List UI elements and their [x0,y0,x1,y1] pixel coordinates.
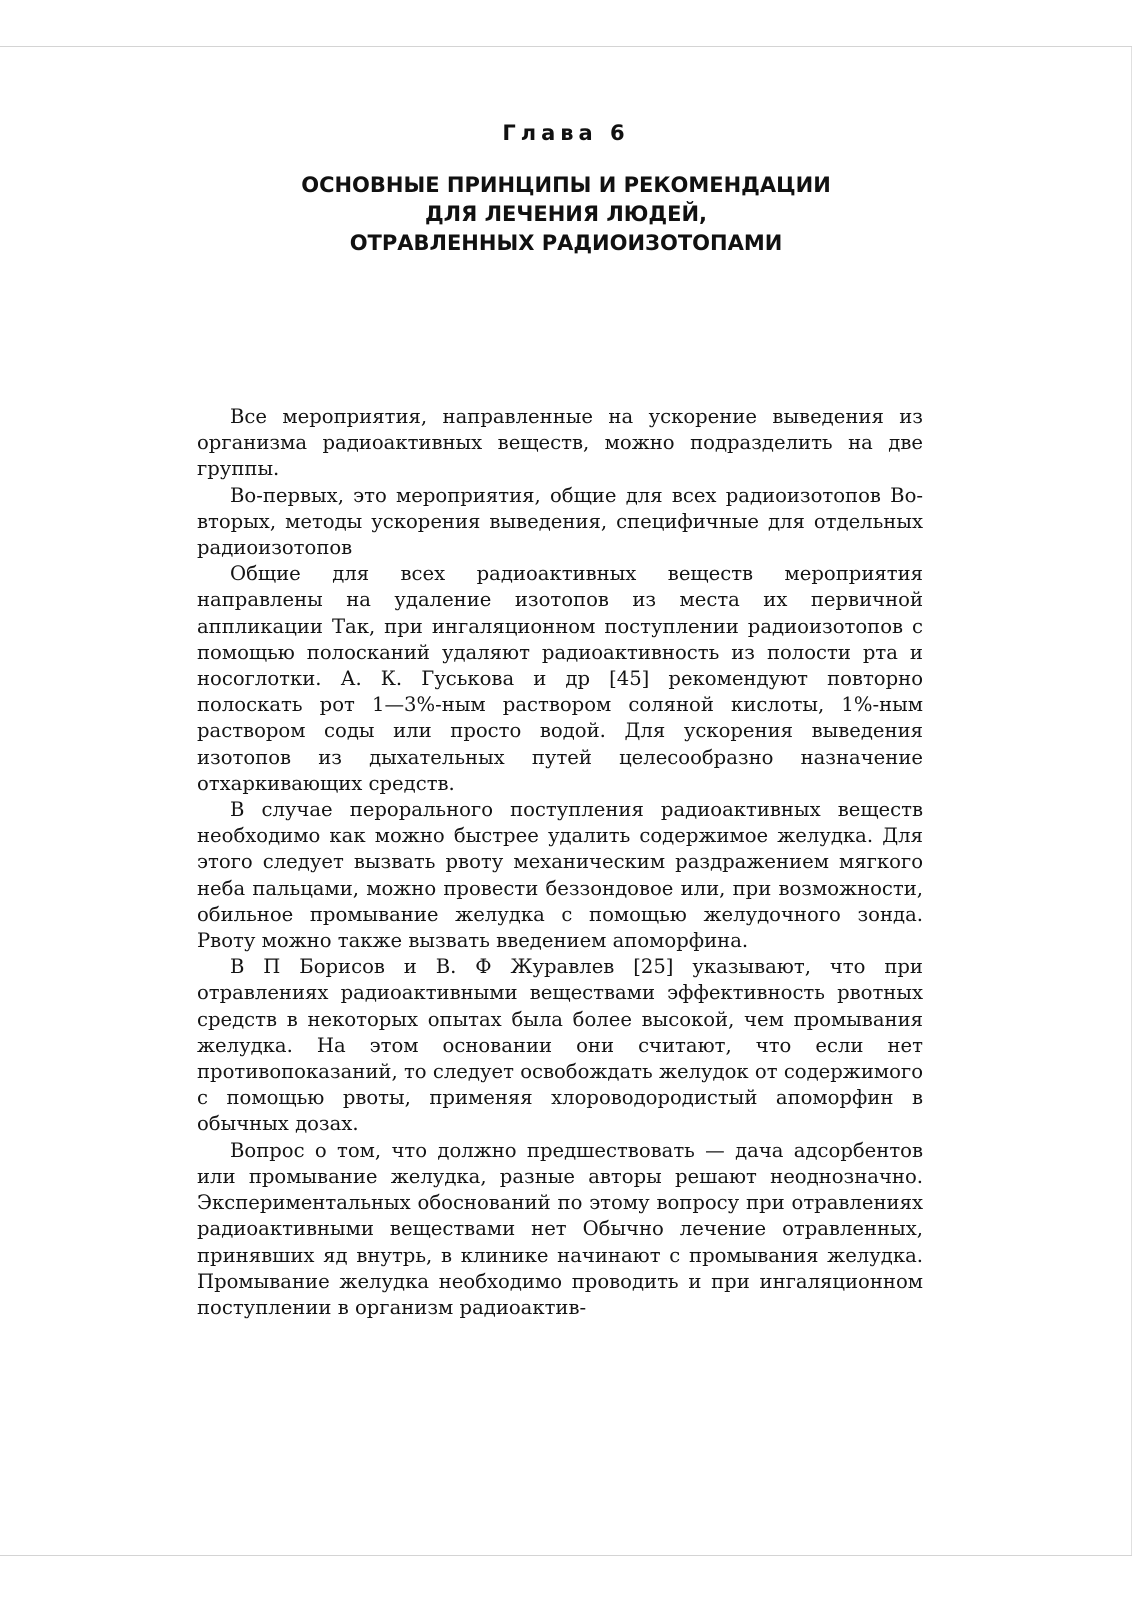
document-page [0,46,1132,1556]
chapter-title-line: ОТРАВЛЕННЫХ РАДИОИЗОТОПАМИ [349,231,783,255]
paragraph: Вопрос о том, что должно предшествовать — дача адсорбентов или промывание желудка, разные авторы решают неоднозначно. Экспериментальных обоснований по этому вопросу при отравлениях радиоактивными веществами нет Обычно лечение отравленных, принявших яд внутрь, в клинике начинают с промывания желудка. Промывание желудка необходимо проводить и при ингаляционном поступлении в организм радиоактив- [197,1138,923,1319]
paragraph: Все мероприятия, направленные на ускорение выведения из организма радиоактивных веществ, можно подразделить на две группы. [197,405,923,481]
paragraph: В случае перорального поступления радиоактивных веществ необходимо как можно быстрее удалить содержимое желудка. Для этого следует вызвать рвоту механическим раздражением мягкого неба пальцами, можно провести беззондовое или, при возможности, обильное промывание желудка с помощью желудочного зонда. Рвоту можно также вызвать введением апоморфина. [197,798,923,953]
chapter-label: Глава 6 [502,121,630,145]
paragraph: Общие для всех радиоактивных веществ мероприятия направлены на удаление изотопов из места их первичной аппликации Так, при ингаляционном поступлении радиоизотопов с помощью полосканий удаляют радиоактивность из полости рта и носоглотки. А. К. Гуськова и др [45] рекомендуют повторно полоскать рот 1—3%-ным раствором соляной кислоты, 1%-ным раствором соды или просто водой. Для ускорения выведения изотопов из дыхательных путей целесообразно назначение отхаркивающих средств. [197,562,923,795]
chapter-title-line: ДЛЯ ЛЕЧЕНИЯ ЛЮДЕЙ, [424,202,708,226]
paragraph: В П Борисов и В. Ф Журавлев [25] указывают, что при отравлениях радиоактивными веществами эффективность рвотных средств в некоторых опытах была более высокой, чем промывания желудка. На этом основании они считают, что если нет противопоказаний, то следует освобождать желудок от содержимого с помощью рвоты, применяя хлороводородистый апоморфин в обычных дозах. [197,955,923,1136]
chapter-title [0,171,1132,258]
body-text [197,404,923,1321]
paragraph: Во-первых, это мероприятия, общие для всех радиоизотопов Во-вторых, методы ускорения выведения, специфичные для отдельных радиоизотопов [197,483,923,560]
chapter-title-line: ОСНОВНЫЕ ПРИНЦИПЫ И РЕКОМЕНДАЦИИ [301,173,831,197]
